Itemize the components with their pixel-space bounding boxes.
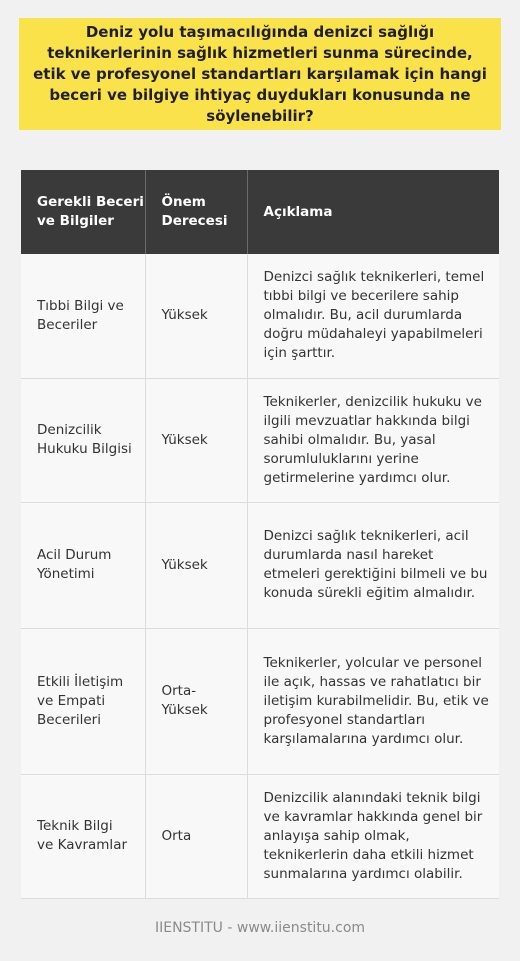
cell-importance: Orta-Yüksek — [145, 628, 247, 774]
cell-description: Teknikerler, yolcular ve personel ile açık, hassas ve rahatlatıcı bir iletişim kurabilmelidir. Bu, etik ve profesyonel standartları karşılamalarına yardımcı olur. — [247, 628, 499, 774]
question-box — [19, 18, 501, 130]
cell-importance: Yüksek — [145, 502, 247, 628]
header-skill: Gerekli Beceri ve Bilgiler — [21, 170, 145, 254]
table-row — [21, 774, 499, 898]
table-row — [21, 254, 499, 378]
table-row — [21, 502, 499, 628]
cell-skill: Acil Durum Yönetimi — [21, 502, 145, 628]
header-description: Açıklama — [247, 170, 499, 254]
cell-importance: Yüksek — [145, 378, 247, 502]
cell-skill: Teknik Bilgi ve Kavramlar — [21, 774, 145, 898]
header-importance: Önem Derecesi — [145, 170, 247, 254]
table-row — [21, 628, 499, 774]
cell-importance: Orta — [145, 774, 247, 898]
table-header-row — [21, 170, 499, 254]
skills-table — [21, 170, 499, 899]
cell-skill: Etkili İletişim ve Empati Becerileri — [21, 628, 145, 774]
cell-importance: Yüksek — [145, 254, 247, 378]
cell-skill: Denizcilik Hukuku Bilgisi — [21, 378, 145, 502]
cell-description: Denizci sağlık teknikerleri, temel tıbbi bilgi ve becerilere sahip olmalıdır. Bu, acil durumlarda doğru müdahaleyi yapabilmeleri için şarttır. — [247, 254, 499, 378]
cell-description: Teknikerler, denizcilik hukuku ve ilgili mevzuatlar hakkında bilgi sahibi olmalıdır. Bu, yasal sorumluluklarını yerine getirmelerine yardımcı olur. — [247, 378, 499, 502]
cell-description: Denizci sağlık teknikerleri, acil durumlarda nasıl hareket etmeleri gerektiğini bilmeli ve bu konuda sürekli eğitim almalıdır. — [247, 502, 499, 628]
cell-skill: Tıbbi Bilgi ve Beceriler — [21, 254, 145, 378]
table-row — [21, 378, 499, 502]
question-text: Deniz yolu taşımacılığında denizci sağlığı teknikerlerinin sağlık hizmetleri sunma sürecinde, etik ve profesyonel standartları karşılamak için hangi beceri ve bilgiye ihtiyaç duydukları konusunda ne söylenebilir? — [33, 22, 487, 125]
footer-credit: IIENSTITU - www.iienstitu.com — [154, 920, 366, 936]
cell-description: Denizcilik alanındaki teknik bilgi ve kavramlar hakkında genel bir anlayışa sahip olmak, teknikerlerin daha etkili hizmet sunmalarına yardımcı olabilir. — [247, 774, 499, 898]
